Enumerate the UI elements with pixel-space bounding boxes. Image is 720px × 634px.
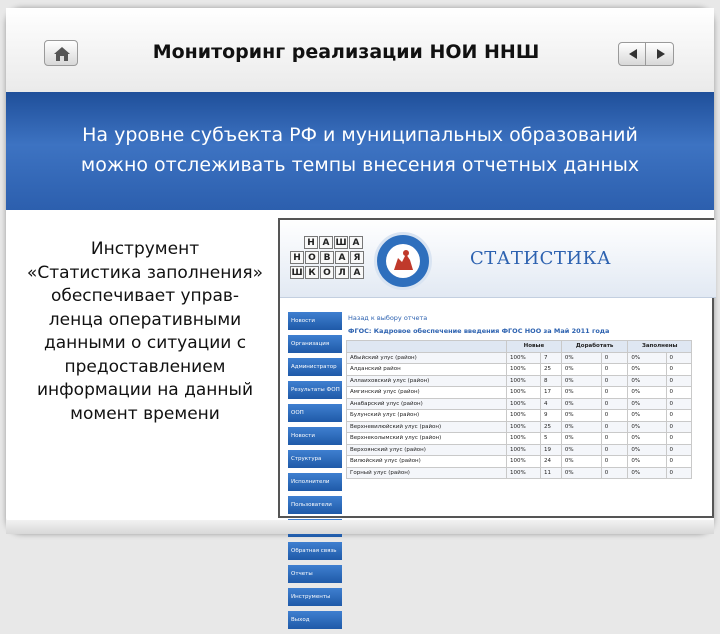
table-cell: 0 [601, 410, 628, 422]
top-bar [6, 8, 714, 92]
table-cell: 100% [507, 352, 541, 364]
table-cell: 0% [628, 421, 666, 433]
table-cell: Аллаиховский улус (район) [347, 375, 507, 387]
arrow-right-icon [656, 48, 666, 60]
side-menu-item[interactable]: Новости [288, 427, 342, 445]
table-header-cell [347, 341, 507, 353]
logo-letter: Ш [335, 238, 347, 248]
statistics-title: СТАТИСТИКА [470, 248, 612, 269]
description-line: Инструмент [90, 239, 200, 259]
table-cell: 0% [561, 398, 601, 410]
table-row [347, 364, 692, 376]
table-cell: 0% [561, 387, 601, 399]
slide [6, 8, 714, 623]
logo-letter: А [349, 236, 363, 249]
previous-slide-button[interactable] [619, 43, 646, 65]
table-cell: 100% [507, 375, 541, 387]
table-cell: 0% [561, 364, 601, 376]
slide-navigation [618, 42, 674, 66]
side-menu-item[interactable]: Организация [288, 335, 342, 353]
table-cell: 0 [666, 375, 691, 387]
table-cell: 0% [561, 352, 601, 364]
emblem-icon [374, 232, 432, 290]
description-text [20, 238, 270, 426]
table-cell: 100% [507, 433, 541, 445]
table-cell: 0 [666, 398, 691, 410]
table-cell: 0 [666, 387, 691, 399]
table-cell: 0 [666, 433, 691, 445]
table-cell: 0 [666, 467, 691, 479]
table-cell: 0% [628, 398, 666, 410]
side-menu-item[interactable]: Пользователи [288, 496, 342, 514]
table-cell: 100% [507, 387, 541, 399]
statistics-screenshot [278, 218, 714, 623]
table-cell: 100% [507, 398, 541, 410]
table-cell: 0 [666, 444, 691, 456]
table-cell: 0% [561, 375, 601, 387]
table-cell: 8 [540, 375, 561, 387]
screenshot-content [346, 312, 716, 476]
side-menu-item[interactable]: Исполнители [288, 473, 342, 491]
logo-letter: К [305, 266, 319, 279]
table-cell: 5 [540, 433, 561, 445]
arrow-left-icon [628, 48, 638, 60]
headline-line: На уровне субъекта РФ и муниципальных образований [82, 124, 638, 146]
side-menu-item[interactable]: Результаты ФОП [288, 381, 342, 399]
table-cell: 0 [666, 456, 691, 468]
table-cell: Абыйский улус (район) [347, 352, 507, 364]
logo-letter: А [350, 266, 364, 279]
description-line: ленца оперативными [48, 309, 242, 330]
table-cell: 0% [628, 456, 666, 468]
table-row [347, 387, 692, 399]
table-row [347, 467, 692, 479]
logo-letter: О [320, 266, 334, 279]
description-line: момент времени [70, 403, 220, 424]
table-cell: 7 [540, 352, 561, 364]
table-cell: Амгинский улус (район) [347, 387, 507, 399]
side-menu-item[interactable]: Структура [288, 450, 342, 468]
table-cell: 100% [507, 444, 541, 456]
side-menu-item[interactable]: Обратная связь [288, 542, 342, 560]
table-header-row [347, 341, 692, 353]
side-menu-item[interactable]: Новости [288, 312, 342, 330]
table-cell: 0 [601, 421, 628, 433]
table-cell: Верхневилюйский улус (район) [347, 421, 507, 433]
table-cell: 0% [561, 456, 601, 468]
table-cell: 4 [540, 398, 561, 410]
table-cell: 0% [561, 444, 601, 456]
table-cell: 0% [628, 387, 666, 399]
table-cell: 9 [540, 410, 561, 422]
headline-line: можно отслеживать темпы внесения отчетных данных [80, 154, 640, 176]
table-cell: 25 [540, 364, 561, 376]
side-menu-item[interactable]: Отчеты [288, 565, 342, 583]
table-cell: Горный улус (район) [347, 467, 507, 479]
table-cell: 0 [666, 421, 691, 433]
table-cell: 0 [666, 352, 691, 364]
side-menu-item[interactable]: Выход [288, 611, 342, 629]
table-row [347, 433, 692, 445]
table-header-cell: Заполнены [628, 341, 692, 353]
logo-letter: А [319, 236, 333, 249]
back-to-report-link[interactable]: Назад к выбору отчета [348, 314, 428, 322]
table-header-cell: Доработать [561, 341, 628, 353]
table-cell: 0% [628, 410, 666, 422]
table-cell: 0 [666, 410, 691, 422]
table-cell: 0 [601, 387, 628, 399]
table-cell: 0 [601, 375, 628, 387]
table-cell: 0 [666, 364, 691, 376]
home-button[interactable] [44, 40, 78, 66]
screenshot-side-menu [288, 312, 342, 634]
table-cell: 0 [601, 352, 628, 364]
table-cell: 25 [540, 421, 561, 433]
table-row [347, 398, 692, 410]
description-line: предоставлением [64, 356, 226, 377]
table-cell: 19 [540, 444, 561, 456]
headline-text [16, 120, 704, 180]
table-cell: 0% [561, 421, 601, 433]
table-row [347, 410, 692, 422]
table-row [347, 375, 692, 387]
table-row [347, 421, 692, 433]
next-slide-button[interactable] [647, 43, 674, 65]
logo-letter: Ш [291, 268, 303, 278]
table-cell: 0 [601, 456, 628, 468]
table-cell: 11 [540, 467, 561, 479]
side-menu-item[interactable]: Администратор [288, 358, 342, 376]
logo-letter: В [320, 251, 334, 264]
table-cell: 100% [507, 467, 541, 479]
logo-letter: Л [335, 266, 349, 279]
home-icon [53, 46, 71, 62]
table-row [347, 456, 692, 468]
logo-letter: Я [350, 251, 364, 264]
table-cell: 0% [561, 410, 601, 422]
side-menu-item[interactable]: Инструменты [288, 588, 342, 606]
table-cell: 100% [507, 456, 541, 468]
table-cell: 0 [601, 433, 628, 445]
table-cell: 24 [540, 456, 561, 468]
logo-letter: А [335, 251, 349, 264]
table-cell: 100% [507, 410, 541, 422]
table-cell: Булунский улус (район) [347, 410, 507, 422]
table-cell: Верхоянский улус (район) [347, 444, 507, 456]
headline-band [6, 92, 714, 210]
screenshot-header [280, 220, 716, 298]
table-cell: 0% [628, 467, 666, 479]
table-cell: 17 [540, 387, 561, 399]
description-line: данными о ситуации с [43, 333, 247, 353]
table-cell: 0% [628, 352, 666, 364]
table-cell: 100% [507, 421, 541, 433]
table-cell: 0% [628, 375, 666, 387]
description-line: обеспечивает управ- [50, 286, 240, 306]
table-cell: 0 [601, 364, 628, 376]
table-cell: Верхнеколымский улус (район) [347, 433, 507, 445]
table-cell: 0% [628, 364, 666, 376]
logo-letter: О [305, 251, 319, 264]
table-header-cell: Новые [507, 341, 562, 353]
table-row [347, 352, 692, 364]
table-row [347, 444, 692, 456]
table-cell: 0% [628, 444, 666, 456]
table-cell: 100% [507, 364, 541, 376]
description-line: информации на данный [36, 380, 253, 400]
logo-letter: Н [290, 251, 304, 264]
table-cell: Алданский район [347, 364, 507, 376]
side-menu-item[interactable]: ООП [288, 404, 342, 422]
slide-title: Мониторинг реализации НОИ ННШ [152, 41, 540, 63]
table-title: ФГОС: Кадровое обеспечение введения ФГОС НОО за Май 2011 года [348, 327, 610, 335]
description-line: «Статистика заполнения» [26, 262, 264, 283]
table-cell: Анабарский улус (район) [347, 398, 507, 410]
table-cell: 0% [561, 467, 601, 479]
table-cell: 0 [601, 398, 628, 410]
table-cell: 0 [601, 467, 628, 479]
table-cell: 0% [561, 433, 601, 445]
table-cell: 0% [628, 433, 666, 445]
statistics-table [346, 340, 692, 479]
logo-letter: Н [304, 236, 318, 249]
table-cell: Вилюйский улус (район) [347, 456, 507, 468]
table-cell: 0 [601, 444, 628, 456]
bottom-strip [6, 520, 714, 534]
